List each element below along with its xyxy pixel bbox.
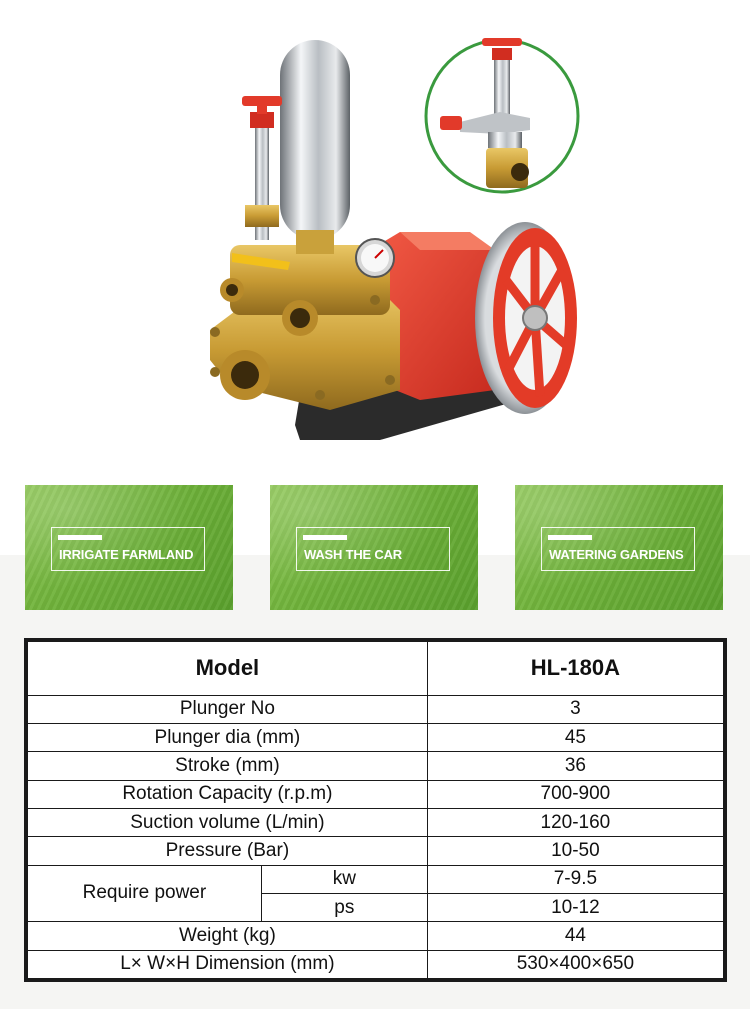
- row-value: 120-160: [427, 808, 725, 836]
- table-row: [26, 808, 725, 836]
- table-row: [26, 837, 725, 865]
- header-label-cell: Model: [26, 640, 427, 695]
- spec-table: [24, 638, 727, 982]
- feature-card-accent-bar: [58, 535, 102, 540]
- feature-card-label: IRRIGATE FARMLAND: [59, 547, 194, 562]
- power-label: Require power: [26, 865, 261, 922]
- power-unit-kw: kw: [261, 865, 427, 893]
- feature-card-watering-gardens: [515, 485, 723, 610]
- row-label: Rotation Capacity (r.p.m): [26, 780, 427, 808]
- header-value-cell: HL-180A: [427, 640, 725, 695]
- row-value: 45: [427, 723, 725, 751]
- row-label: Plunger dia (mm): [26, 723, 427, 751]
- power-value-ps: 10-12: [427, 893, 725, 921]
- feature-card-accent-bar: [303, 535, 347, 540]
- feature-card-label: WATERING GARDENS: [549, 547, 684, 562]
- table-row: [26, 922, 725, 950]
- feature-card-label: WASH THE CAR: [304, 547, 402, 562]
- row-value: 36: [427, 752, 725, 780]
- row-label: L× W×H Dimension (mm): [26, 950, 427, 980]
- feature-card-wash-the-car: [270, 485, 478, 610]
- row-label: Suction volume (L/min): [26, 808, 427, 836]
- feature-card-irrigate-farmland: [25, 485, 233, 610]
- row-value: 700-900: [427, 780, 725, 808]
- table-row: [26, 950, 725, 980]
- table-row: [26, 723, 725, 751]
- table-row-power-kw: [26, 865, 725, 893]
- row-label: Plunger No: [26, 695, 427, 723]
- row-value: 530×400×650: [427, 950, 725, 980]
- table-header-row: [26, 640, 725, 695]
- table-row: [26, 780, 725, 808]
- row-label: Stroke (mm): [26, 752, 427, 780]
- row-value: 10-50: [427, 837, 725, 865]
- pump-illustration: [0, 0, 750, 470]
- table-row: [26, 752, 725, 780]
- row-label: Weight (kg): [26, 922, 427, 950]
- row-value: 44: [427, 922, 725, 950]
- row-value: 3: [427, 695, 725, 723]
- power-unit-ps: ps: [261, 893, 427, 921]
- table-row: [26, 695, 725, 723]
- feature-card-accent-bar: [548, 535, 592, 540]
- row-label: Pressure (Bar): [26, 837, 427, 865]
- power-value-kw: 7-9.5: [427, 865, 725, 893]
